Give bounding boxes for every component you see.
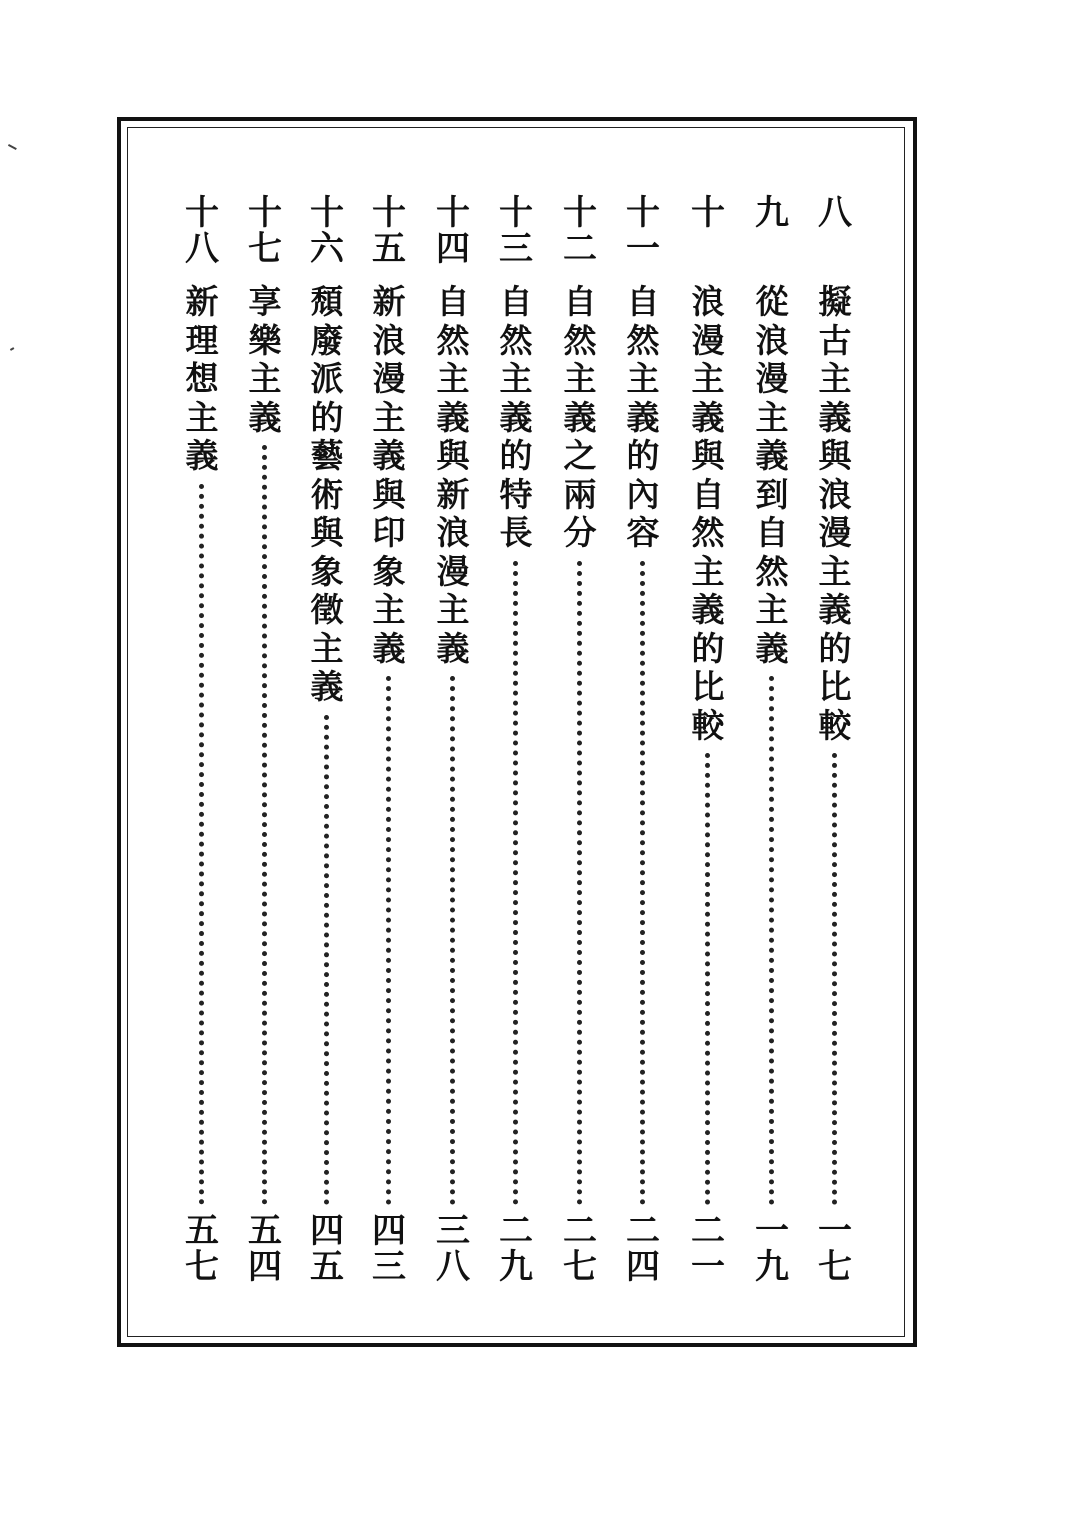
leader-dots [640, 561, 645, 1205]
page-number: 五 四 [248, 1211, 282, 1287]
page-number: 二 九 [499, 1211, 533, 1287]
leader-dots [262, 445, 267, 1205]
scan-speck [10, 347, 14, 350]
page-number: 一 九 [755, 1211, 789, 1287]
page-number: 四 三 [372, 1211, 406, 1287]
chapter-number: 十 七 [248, 193, 282, 269]
page-number: 二 一 [691, 1211, 725, 1287]
leader-dots [450, 676, 455, 1205]
leader-dots [705, 753, 710, 1205]
leader-dots [577, 561, 582, 1205]
chapter-title: 新 理 想 主 義 [185, 282, 219, 475]
toc-entry [364, 195, 414, 1285]
page-number: 二 四 [626, 1211, 660, 1287]
toc-entry [618, 195, 668, 1285]
toc-entry [683, 195, 733, 1285]
toc-entry [428, 195, 478, 1285]
chapter-title: 擬 古 主 義 與 浪 漫 主 義 的 比 較 [818, 282, 852, 745]
toc-entry [810, 195, 860, 1285]
chapter-number: 十 一 [626, 193, 660, 269]
toc-entry [747, 195, 797, 1285]
chapter-number: 十 三 [499, 193, 533, 269]
leader-dots [324, 715, 329, 1205]
chapter-number: 十 [691, 193, 725, 233]
chapter-title: 浪 漫 主 義 與 自 然 主 義 的 比 較 [691, 282, 725, 745]
chapter-number: 十 六 [310, 193, 344, 269]
leader-dots [832, 753, 837, 1205]
toc-entry [240, 195, 290, 1285]
chapter-title: 自 然 主 義 的 內 容 [626, 282, 660, 552]
chapter-title: 享 樂 主 義 [248, 282, 282, 437]
chapter-title: 自 然 主 義 之 兩 分 [563, 282, 597, 552]
page-number: 五 七 [185, 1211, 219, 1287]
chapter-number: 八 [818, 193, 852, 233]
chapter-number: 十 二 [563, 193, 597, 269]
chapter-title: 自 然 主 義 的 特 長 [499, 282, 533, 552]
toc-entry [491, 195, 541, 1285]
leader-dots [199, 484, 204, 1205]
leader-dots [386, 676, 391, 1205]
chapter-number: 十 四 [436, 193, 470, 269]
toc-entry [302, 195, 352, 1285]
toc-entry [555, 195, 605, 1285]
chapter-title: 從 浪 漫 主 義 到 自 然 主 義 [755, 282, 789, 668]
page-number: 二 七 [563, 1211, 597, 1287]
scan-speck [8, 144, 17, 150]
chapter-number: 九 [755, 193, 789, 233]
chapter-title: 頹 廢 派 的 藝 術 與 象 徵 主 義 [310, 282, 344, 706]
chapter-number: 十 八 [185, 193, 219, 269]
leader-dots [513, 561, 518, 1205]
page-number: 一 七 [818, 1211, 852, 1287]
leader-dots [769, 676, 774, 1205]
toc-entry [177, 195, 227, 1285]
page-number: 三 八 [436, 1211, 470, 1287]
chapter-title: 自 然 主 義 與 新 浪 漫 主 義 [436, 282, 470, 668]
chapter-title: 新 浪 漫 主 義 與 印 象 主 義 [372, 282, 406, 668]
page-number: 四 五 [310, 1211, 344, 1287]
chapter-number: 十 五 [372, 193, 406, 269]
